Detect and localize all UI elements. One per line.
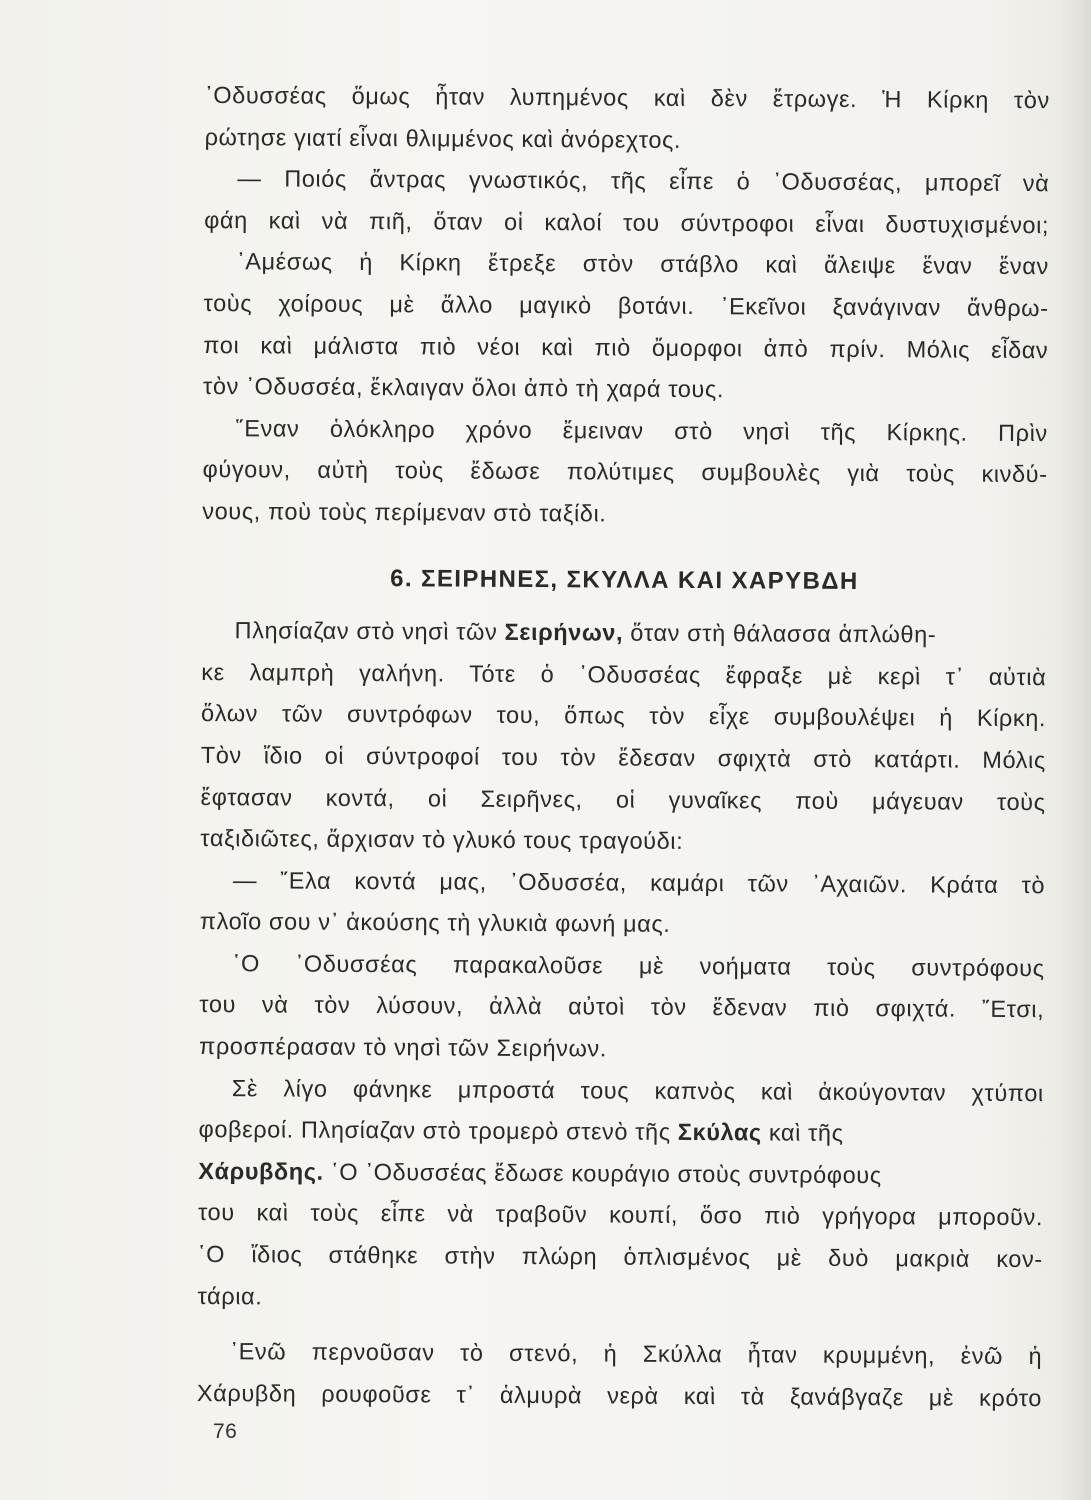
text-line: — ῎Ελα κοντά μας, ᾿Οδυσσέα, καμάρι τῶν ᾿Αχαιῶν. Κράτα τὸ [233,866,1046,898]
text-line: ᾿Ενῶ περνοῦσαν τὸ στενό, ἡ Σκύλλα ἦταν κρυμμένη, ἐνῶ ἡ [230,1338,1043,1370]
text-line: τάρια. [197,1282,263,1309]
text-line [198,1151,1043,1198]
text-line [198,1109,1043,1156]
text-run: καὶ τῆς [761,1119,844,1147]
text-line: τὸν ᾿Οδυσσέα, ἔκλαιγαν ὅλοι ἀπὸ τὴ χαρά τους. [203,373,725,403]
text-run: ὅταν στὴ θάλασσα ἁπλώθη- [623,619,937,648]
text-line: του καὶ τοὺς εἶπε νὰ τραβοῦν κουπί, ὅσο πιὸ γρήγορα μποροῦν. [197,1199,1044,1231]
text-run: φοβεροί. Πλησίαζαν στὸ τρομερὸ στενὸ τῆς [198,1116,678,1146]
text-line: φάη καὶ νὰ πιῆ, ὅταν οἱ καλοί του σύντροφοι εἶναι δυστυχισμένοι; [204,206,1050,238]
text-run: Πλησίαζαν στὸ νησὶ τῶν [234,617,505,645]
bold-term-skylas: Σκύλας [677,1119,762,1146]
text-line: κε λαμπρὴ γαλήνη. Τότε ὁ ᾿Οδυσσέας ἔφραξε μὲ κερὶ τ᾿ αὐτιὰ [201,658,1047,690]
text-line: ταξιδιῶτες, ἄρχισαν τὸ γλυκό τους τραγούδι: [200,825,684,855]
body-text [197,75,1050,1420]
text-line: νους, ποὺ τοὺς περίμεναν στὸ ταξίδι. [202,497,607,527]
text-line: του νὰ τὸν λύσουν, ἀλλὰ αὐτοὶ τὸν ἔδεναν πιὸ σφιχτά. ῎Ετσι, [199,991,1045,1023]
section-heading: 6. ΣΕΙΡΗΝΕΣ, ΣΚΥΛΛΑ ΚΑΙ ΧΑΡΥΒΔΗ [390,564,859,595]
text-line: ᾿Οδυσσέας ὅμως ἦταν λυπημένος καὶ δὲν ἔτρωγε. Ἡ Κίρκη τὸν [204,81,1050,114]
text-line: ποι καὶ μάλιστα πιὸ νέοι καὶ πιὸ ὄμορφοι ἀπὸ πρίν. Μόλις εἶδαν [203,331,1049,363]
text-line: Χάρυβδη ρουφοῦσε τ᾿ ἁλμυρὰ νερὰ καὶ τὰ ξανάβγαζε μὲ κρότο [196,1379,1043,1411]
text-line: φύγουν, αὐτὴ τοὺς ἔδωσε πολύτιμες συμβουλὲς γιὰ τοὺς κινδύ- [202,456,1048,488]
bold-term-seirines: Σειρήνων, [504,618,624,646]
text-line [201,610,1046,657]
text-run: ῾Ο ᾿Οδυσσέας ἔδωσε κουράγιο στοὺς συντρόφους [323,1158,882,1188]
text-line: ῞Εναν ὁλόκληρο χρόνο ἔμειναν στὸ νησὶ τῆς Κίρκης. Πρὶν [235,414,1048,446]
text-line: ῾Ο ἴδιος στάθηκε στὴν πλώρη ὁπλισμένος μὲ δυὸ μακριὰ κον- [197,1241,1043,1273]
text-line: ἔφτασαν κοντά, οἱ Σειρῆνες, οἱ γυναῖκες ποὺ μάγευαν τοὺς [200,783,1046,815]
text-line: ῾Ο ᾿Οδυσσέας παρακαλοῦσε μὲ νοήματα τοὺς συντρόφους [232,950,1045,982]
text-line: ὅλων τῶν συντρόφων του, ὅπως τὸν εἶχε συμβουλέψει ἡ Κίρκη. [201,700,1047,732]
text-line: πλοῖο σου ν᾿ ἀκούσης τὴ γλυκιὰ φωνή μας. [199,908,671,938]
text-line: Σὲ λίγο φάνηκε μπροστά τους καπνὸς καὶ ἀκούγονταν χτύποι [231,1074,1044,1106]
page-edge-shadow [1061,0,1091,1500]
text-line: προσπέρασαν τὸ νησὶ τῶν Σειρήνων. [198,1033,608,1062]
text-line: τοὺς χοίρους μὲ ἄλλο μαγικὸ βοτάνι. ᾿Εκεῖνοι ξανάγιναν ἄνθρω- [203,289,1049,322]
text-line: ρώτησε γιατί εἶναι θλιμμένος καὶ ἀνόρεχτος. [204,123,682,153]
text-line: ᾿Αμέσως ἡ Κίρκη ἔτρεξε στὸν στάβλο καὶ ἄλειψε ἕναν ἕναν [236,248,1049,280]
bold-term-charyvdis: Χάρυβδης. [198,1157,324,1185]
page-number: 76 [213,1420,238,1443]
text-line: Τὸν ἴδιο οἱ σύντροφοί του τὸν ἔδεσαν σφιχτὰ στὸ κατάρτι. Μόλις [200,741,1046,774]
text-line: — Ποιός ἄντρας γνωστικός, τῆς εἶπε ὁ ᾿Οδυσσέας, μπορεῖ νὰ [237,165,1050,197]
